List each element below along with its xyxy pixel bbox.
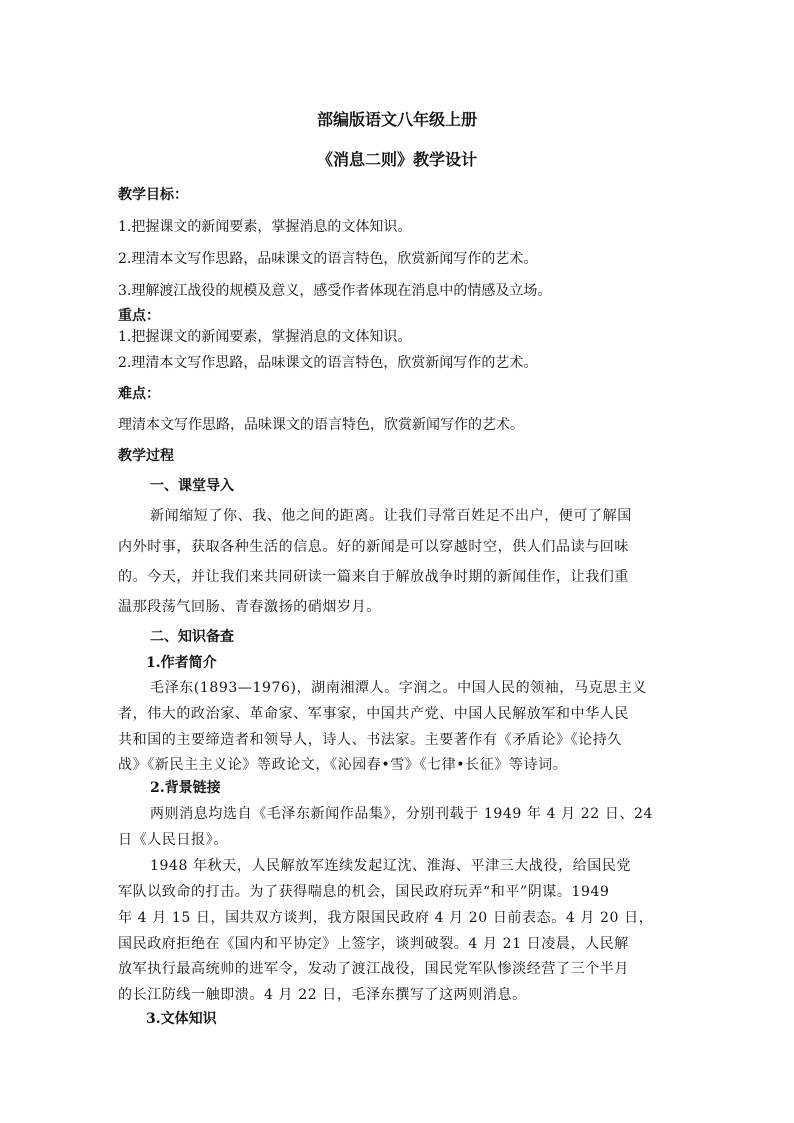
section1-line-1: 新闻缩短了你、我、他之间的距离。让我们寻常百姓足不出户，便可了解国 — [150, 508, 632, 524]
background-line-6: 国民政府拒绝在《国内和平协定》上签字，谈判破裂。4 月 21 日凌晨，人民解 — [118, 936, 629, 952]
author-intro-line-2: 者，伟大的政治家、革命家、军事家，中国共产党、中国人民解放军和中华人民 — [118, 706, 629, 722]
background-heading: 2.背景链接 — [150, 780, 221, 796]
background-line-8: 的长江防线一触即溃。4 月 22 日，毛泽东撰写了这两则消息。 — [118, 987, 527, 1003]
document-subtitle: 《消息二则》教学设计 — [316, 150, 477, 169]
key-points-heading: 重点： — [118, 308, 160, 324]
background-line-7: 放军执行最高统帅的进军令，发动了渡江战役，国民党军队惨淡经营了三个半月 — [118, 961, 629, 977]
difficulty-heading: 难点： — [118, 386, 160, 402]
background-line-1: 两则消息均选自《毛泽东新闻作品集》，分别刊载于 1949 年 4 月 22 日、24 — [150, 806, 654, 822]
objective-item-2: 2.理清本文写作思路，品味课文的语言特色，欣赏新闻写作的艺术。 — [118, 251, 538, 267]
difficulty-text: 理清本文写作思路，品味课文的语言特色，欣赏新闻写作的艺术。 — [118, 417, 524, 433]
key-point-item-2: 2.理清本文写作思路，品味课文的语言特色，欣赏新闻写作的艺术。 — [118, 355, 538, 371]
author-intro-heading: 1.作者简介 — [146, 655, 217, 671]
objectives-heading: 教学目标： — [118, 187, 188, 203]
section1-line-4: 温那段荡气回肠、青春激扬的硝烟岁月。 — [118, 599, 381, 615]
document-title: 部编版语文八年级上册 — [316, 110, 477, 129]
section2-heading: 二、知识备查 — [150, 629, 234, 645]
process-heading: 教学过程 — [118, 448, 174, 464]
section1-heading: 一、课堂导入 — [150, 478, 234, 494]
author-intro-line-3: 共和国的主要缔造者和领导人，诗人、书法家。主要著作有《矛盾论》《论持久 — [118, 732, 622, 748]
background-line-4: 军队以致命的打击。为了获得喘息的机会，国民政府玩弄“和平”阴谋。1949 — [118, 884, 610, 900]
key-point-item-1: 1.把握课文的新闻要素，掌握消息的文体知识。 — [118, 329, 412, 345]
author-intro-line-4: 战》《新民主主义论》等政论文，《沁园春•雪》《七律•长征》等诗词。 — [118, 757, 568, 773]
objective-item-3: 3.理解渡江战役的规模及意义，感受作者体现在消息中的情感及立场。 — [118, 283, 552, 299]
genre-knowledge-heading: 3.文体知识 — [146, 1011, 217, 1027]
background-line-3: 1948 年秋天，人民解放军连续发起辽沈、淮海、平津三大战役，给国民党 — [150, 858, 632, 874]
objective-item-1: 1.把握课文的新闻要素，掌握消息的文体知识。 — [118, 219, 412, 235]
section1-line-3: 的。今天，并让我们来共同研读一篇来自于解放战争时期的新闻佳作，让我们重 — [118, 569, 629, 585]
background-line-2: 日《人民日报》。 — [118, 832, 228, 848]
author-intro-line-1: 毛泽东(1893—1976)，湖南湘潭人。字润之。中国人民的领袖，马克思主义 — [150, 680, 647, 696]
background-line-5: 年 4 月 15 日，国共双方谈判，我方限国民政府 4 月 20 日前表态。4 月 20 日， — [118, 910, 654, 926]
section1-line-2: 内外时事，获取各种生活的信息。好的新闻是可以穿越时空，供人们品读与回味 — [118, 539, 629, 555]
